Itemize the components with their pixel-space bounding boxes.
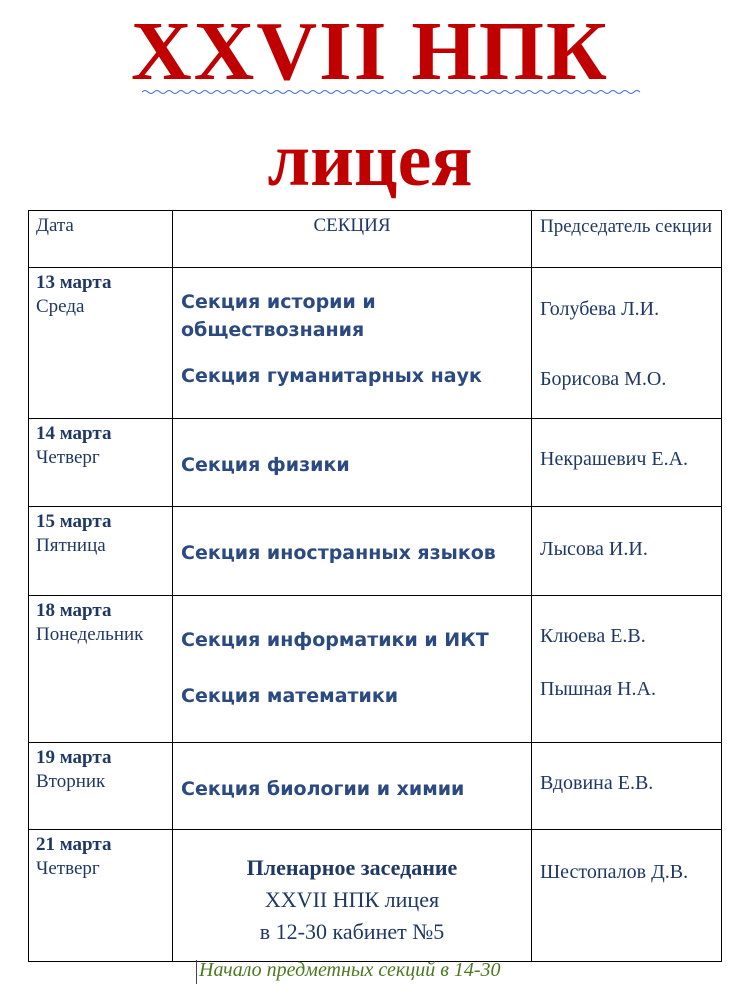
section-cell: [173, 743, 532, 830]
chair-cell: [532, 830, 722, 962]
section-name: Секция физики: [181, 454, 350, 476]
date: 15 марта: [36, 511, 112, 532]
chair-name: Вдовина Е.В.: [540, 772, 654, 794]
date-cell: [29, 268, 173, 419]
table-row: [29, 268, 722, 419]
text-cursor: [196, 960, 197, 984]
section-cell: [173, 596, 532, 743]
plenary-event: XXVII НПК лицея: [264, 887, 440, 912]
chair-name: Лысова И.И.: [540, 538, 648, 560]
section-name: Секция гуманитарных наук: [181, 365, 482, 387]
table-header-row: [29, 211, 722, 268]
chair-cell: [532, 507, 722, 596]
date-cell: [29, 830, 173, 962]
weekday: Четверг: [36, 858, 100, 879]
header-chair: Председатель секции: [532, 211, 722, 268]
section-cell: [173, 419, 532, 507]
chair-name: Шестопалов Д.В.: [540, 861, 689, 883]
plenary-cell: [173, 830, 532, 962]
chair-name: Борисова М.О.: [540, 368, 667, 390]
section-cell: [173, 268, 532, 419]
footer-note: Начало предметных секций в 14-30: [199, 959, 501, 981]
schedule-table: [28, 210, 722, 962]
chair-name: Клюева Е.В.: [540, 625, 646, 647]
chair-cell: [532, 743, 722, 830]
table-row: [29, 830, 722, 962]
date: 13 марта: [36, 272, 112, 293]
chair-cell: [532, 268, 722, 419]
plenary-location: в 12-30 кабинет №5: [259, 919, 445, 944]
section-name: Секция истории и обществознания: [181, 291, 376, 341]
date: 21 марта: [36, 834, 112, 855]
weekday: Понедельник: [36, 624, 144, 645]
weekday: Вторник: [36, 771, 106, 792]
spellcheck-underline: [142, 88, 642, 96]
date-cell: [29, 419, 173, 507]
weekday: Среда: [36, 296, 85, 317]
table-row: [29, 419, 722, 507]
page-title: XXVII НПК: [131, 5, 609, 98]
chair-cell: [532, 419, 722, 507]
chair-name: Голубева Л.И.: [540, 298, 660, 320]
chair-cell: [532, 596, 722, 743]
weekday: Пятница: [36, 535, 106, 556]
header-date: Дата: [29, 211, 173, 268]
weekday: Четверг: [36, 447, 100, 468]
section-cell: [173, 507, 532, 596]
date-cell: [29, 507, 173, 596]
chair-name: Некрашевич Е.А.: [540, 448, 689, 470]
table-row: [29, 507, 722, 596]
header-section: СЕКЦИЯ: [173, 211, 532, 268]
date-cell: [29, 596, 173, 743]
table-row: [29, 596, 722, 743]
chair-name: Пышная Н.А.: [540, 678, 656, 700]
section-name: Секция биологии и химии: [181, 778, 465, 800]
table-row: [29, 743, 722, 830]
date: 18 марта: [36, 600, 112, 621]
plenary-title: Пленарное заседание: [246, 855, 458, 880]
section-name: Секция информатики и ИКТ: [181, 629, 489, 651]
page-subtitle: лицея: [267, 118, 473, 202]
section-name: Секция математики: [181, 685, 399, 707]
date: 14 марта: [36, 423, 112, 444]
section-name: Секция иностранных языков: [181, 542, 496, 564]
date: 19 марта: [36, 747, 112, 768]
date-cell: [29, 743, 173, 830]
